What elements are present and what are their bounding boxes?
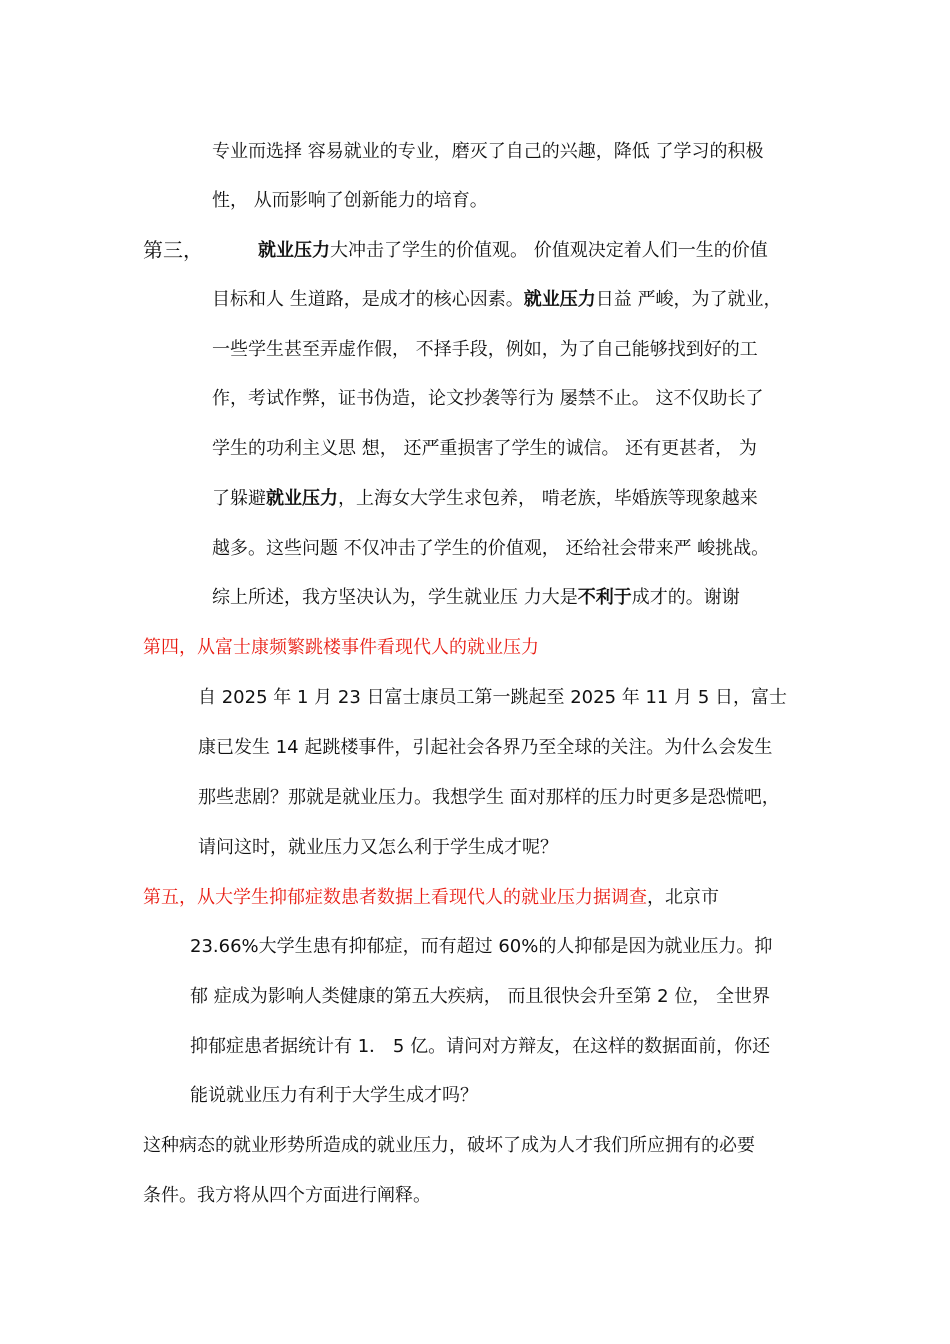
para3-line-1 <box>258 239 768 263</box>
para4-line-1: 自 2025 年 1 月 23 日富士康员工第一跳起至 2025 年 11 月 5 日，富士 <box>198 687 787 708</box>
bold-term: 就业压力 <box>523 289 596 310</box>
para4-heading: 第四，从富士康频繁跳楼事件看现代人的就业压力 <box>143 637 539 658</box>
text-run: 日益 严峻，为了就业， <box>595 289 782 310</box>
para5-heading-black: ，北京市 <box>647 887 719 908</box>
para4-line-2: 康已发生 14 起跳楼事件，引起社会各界乃至全球的关注。为什么会发生 <box>198 737 773 758</box>
text-run: 成才的。谢谢 <box>631 587 740 608</box>
para3-line-6 <box>212 487 758 511</box>
para5-line-3: 抑郁症患者据统计有 1． 5 亿。请问对方辩友，在这样的数据面前，你还 <box>190 1036 771 1057</box>
text-run: ，上海女大学生求包养， 啃老族，毕婚族等现象越来 <box>338 488 758 509</box>
para3-label: 第三， <box>143 238 203 262</box>
text-run: 了躲避 <box>212 488 266 509</box>
para3-line-3: 一些学生甚至弄虚作假， 不择手段，例如，为了自己能够找到好的工 <box>212 339 758 360</box>
closing-line-1: 这种病态的就业形势所造成的就业压力，破坏了成为人才我们所应拥有的必要 <box>143 1135 755 1156</box>
para3-line-2 <box>212 288 781 312</box>
para4-line-3: 那些悲剧？那就是就业压力。我想学生 面对那样的压力时更多是恐慌吧， <box>198 787 780 808</box>
para3-line-5: 学生的功利主义思 想， 还严重损害了学生的诚信。 还有更甚者， 为 <box>212 438 757 459</box>
bold-term: 就业压力 <box>266 488 338 509</box>
text-run: 大冲击了学生的价值观。 价值观决定着人们一生的价值 <box>330 240 768 261</box>
closing-line-2: 条件。我方将从四个方面进行阐释。 <box>143 1185 431 1206</box>
text-run: 目标和人 生道路，是成才的核心因素。 <box>212 289 524 310</box>
para4-line-4: 请问这时，就业压力又怎么利于学生成才呢？ <box>198 837 558 858</box>
para3-line-7: 越多。这些问题 不仅冲击了学生的价值观， 还给社会带来严 峻挑战。 <box>212 538 770 559</box>
para3-line-4: 作，考试作弊，证书伪造，论文抄袭等行为 屡禁不止。 这不仅助长了 <box>212 388 764 409</box>
para5-line-4: 能说就业压力有利于大学生成才吗？ <box>190 1085 478 1106</box>
text-run: 综上所述，我方坚决认为，学生就业压 力大是 <box>212 587 578 608</box>
para5-line-2: 郁 症成为影响人类健康的第五大疾病， 而且很快会升至第 2 位， 全世界 <box>190 986 771 1007</box>
bold-term: 就业压力 <box>258 240 330 261</box>
bold-term: 不利于 <box>577 587 632 608</box>
continuation-line-1: 专业而选择 容易就业的专业，磨灭了自己的兴趣，降低 了学习的积极 <box>212 141 764 162</box>
para5-heading <box>143 886 719 910</box>
para3-line-8 <box>212 586 740 610</box>
para5-line-1: 23.66%大学生患有抑郁症，而有超过 60%的人抑郁是因为就业压力。抑 <box>190 936 773 957</box>
continuation-line-2: 性， 从而影响了创新能力的培育。 <box>212 190 488 211</box>
para5-heading-red: 第五，从大学生抑郁症数患者数据上看现代人的就业压力据调查 <box>143 887 647 908</box>
